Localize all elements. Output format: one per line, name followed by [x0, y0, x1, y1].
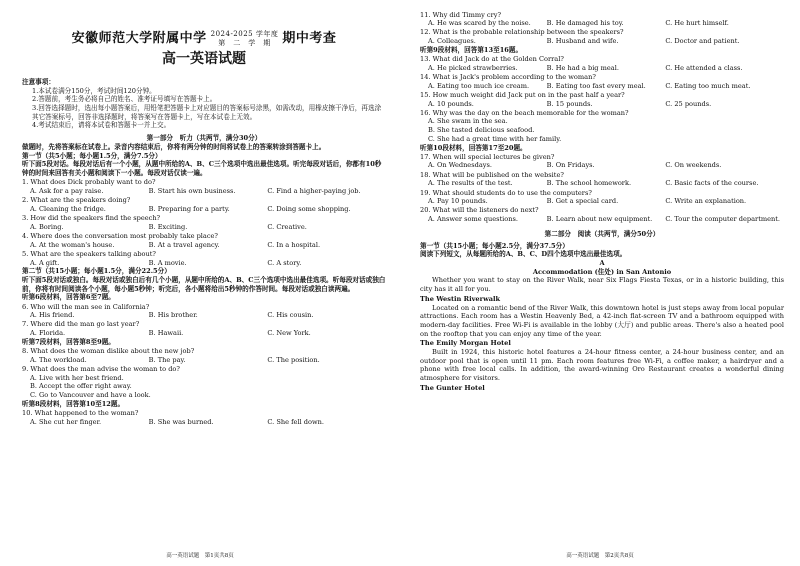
question-text: 7. Where did the man go last year?: [22, 320, 140, 329]
exam-name: 期中考查: [282, 31, 337, 47]
option: A. 10 pounds.: [428, 99, 474, 108]
hotel-name: The Westin Riverwalk: [420, 294, 501, 303]
option: A. A gift.: [30, 258, 60, 267]
page-footer: 高一英语试题 第2页共8页: [566, 552, 634, 559]
option: B. Exciting.: [148, 222, 188, 231]
option: A. His friend.: [30, 311, 75, 320]
question-text: 5. What are the speakers talking about?: [22, 249, 156, 258]
right-page: [400, 0, 800, 566]
question-block: [420, 171, 784, 188]
option: B. On Fridays.: [546, 161, 595, 170]
option: A. Pay 10 pounds.: [428, 197, 488, 206]
question-text: 2. What are the speakers doing?: [22, 196, 131, 205]
question-text: 11. Why did Timmy cry?: [420, 10, 502, 19]
question-block: [420, 73, 784, 90]
option: A. The workload.: [30, 355, 87, 364]
exam-title: [22, 30, 386, 68]
option: A. He was scared by the noise.: [428, 19, 531, 28]
part1-intro: 做题时，先将答案标在试卷上。录音内容结束后，你将有两分钟的时间将试卷上的答案转涂到答题卡上。: [22, 142, 326, 151]
hotel-description: Built in 1924, this historic hotel features a 24-hour fitness center, a 24-hour business center, and an outdoor pool that is open until 11 pm. Each room features free Wi-Fi, a coffee maker, a hairdryer and a phone with free local calls. In addition, the award-winning Oro Restaurant creates a wonderful dining atmosphere for visitors.: [420, 348, 784, 383]
question-block: [420, 91, 784, 108]
material-heading: 听第6段材料，回答第6至7题。: [22, 293, 115, 302]
part2-section1-intro: 阅读下列短文，从每题所给的A、B、C、D四个选项中选出最佳选项。: [420, 250, 627, 259]
option: C. In a hospital.: [267, 240, 321, 249]
section2-heading: 第二节（共15小题；每小题1.5分，满分22.5分）: [22, 267, 171, 276]
hotel-description: Located on a romantic bend of the River Walk, this downtown hotel is just steps away from local popular attractions. Each room has a Westin Heavenly Bed, a 42-inch flat-screen TV and a bathroom equipped with modern-day facilities. Free Wi-Fi is available in the lobby (大厅) and public areas. There's also a heated pool on the rooftop that you can enjoy any time of the year.: [420, 303, 784, 338]
question-block: [22, 178, 386, 195]
option: C. The position.: [267, 355, 320, 364]
option: B. She tasted delicious seafood.: [428, 126, 535, 135]
part2-section1-heading: 第一节（共15小题；每小题2.5分，满分37.5分）: [420, 241, 569, 250]
option: B. The pay.: [148, 355, 186, 364]
material-heading: 听第8段材料，回答第10至12题。: [22, 399, 125, 408]
question-text: 20. What will the listeners do next?: [420, 206, 539, 215]
question-text: 18. What will be published on the website?: [420, 170, 564, 179]
option: B. Start his own business.: [148, 186, 236, 195]
option: A. Florida.: [30, 329, 66, 338]
option: A. Ask for a pay raise.: [30, 186, 104, 195]
option: C. Eating too much meat.: [665, 81, 751, 90]
material-heading: 听第7段材料，回答第8至9题。: [22, 337, 115, 346]
part2-title: 第二部分 阅读（共两节，满分50分）: [544, 229, 660, 238]
passage-title: Accommodation (住处) in San Antonio: [532, 267, 672, 276]
option: B. Learn about new equipment.: [546, 215, 653, 224]
option: A. Live with her best friend.: [30, 373, 124, 382]
question-block: [22, 250, 386, 267]
question-text: 8. What does the woman dislike about the new job?: [22, 347, 195, 356]
option: B. He had a big meal.: [546, 63, 619, 72]
option: C. Write an explanation.: [665, 197, 747, 206]
question-block: [22, 196, 386, 213]
option: B. Hawaii.: [148, 329, 184, 338]
question-block: [420, 189, 784, 206]
option: C. Find a higher-paying job.: [267, 186, 361, 195]
option: C. 25 pounds.: [665, 99, 712, 108]
option: A. He picked strawberries.: [428, 63, 518, 72]
question-block: [22, 365, 386, 400]
option: A. Answer some questions.: [428, 215, 518, 224]
question-block: [420, 109, 784, 144]
question-block: [420, 206, 784, 223]
option: A. Colleagues.: [428, 37, 476, 46]
question-block: [22, 303, 386, 320]
page-footer: 高一英语试题 第1页共8页: [166, 552, 234, 559]
option: B. She was burned.: [148, 417, 214, 426]
question-text: 9. What does the man advise the woman to do?: [22, 364, 180, 373]
option: C. He attended a class.: [665, 63, 743, 72]
material-heading: 听第10段材料，回答第17至20题。: [420, 143, 527, 152]
note-item: 4.考试结束后，请将本试卷和答题卡一并上交。: [32, 121, 171, 130]
question-block: [22, 232, 386, 249]
question-text: 3. How did the speakers find the speech?: [22, 214, 161, 223]
question-text: 6. Who will the man see in California?: [22, 302, 150, 311]
passage-intro: Whether you want to stay on the River Walk, near Six Flags Fiesta Texas, or in a historic building, this city has it all for you.: [420, 276, 784, 294]
question-block: [22, 409, 386, 426]
option: A. Eating too much ice cream.: [428, 81, 530, 90]
option: B. The school homework.: [546, 179, 632, 188]
option: C. Tour the computer department.: [665, 215, 780, 224]
question-text: 1. What does Dick probably want to do?: [22, 178, 156, 187]
question-text: 12. What is the probable relationship between the speakers?: [420, 28, 624, 37]
option: C. Creative.: [267, 222, 307, 231]
question-block: [420, 153, 784, 170]
question-text: 15. How much weight did Jack put on in the past half a year?: [420, 90, 625, 99]
school-year-block: [211, 30, 279, 48]
option: A. At the woman's house.: [30, 240, 115, 249]
option: C. His cousin.: [267, 311, 314, 320]
option: A. Boring.: [30, 222, 64, 231]
exam-subject: 高一英语试题: [162, 50, 246, 67]
question-text: 17. When will special lectures be given?: [420, 152, 555, 161]
question-text: 10. What happened to the woman?: [22, 408, 139, 417]
note-item: 1.本试卷满分150分，考试时间120分钟。: [32, 86, 156, 95]
option: C. New York.: [267, 329, 311, 338]
question-text: 13. What did Jack do at the Golden Corral?: [420, 55, 564, 64]
hotel-name: The Emily Morgan Hotel: [420, 339, 511, 348]
question-block: [22, 320, 386, 337]
section1-heading: 第一节（共5小题；每小题1.5分，满分7.5分）: [22, 151, 162, 160]
option: B. His brother.: [148, 311, 198, 320]
passage-letter: A: [599, 258, 605, 267]
option: A. On Wednesdays.: [428, 161, 492, 170]
option: C. A story.: [267, 258, 302, 267]
option: A. She swam in the sea.: [428, 117, 508, 126]
school-year: 2024-2025 学年度: [210, 30, 279, 38]
option: C. Basic facts of the course.: [665, 179, 759, 188]
question-block: [420, 55, 784, 72]
option: B. Husband and wife.: [546, 37, 619, 46]
material-heading: 听第9段材料，回答第13至16题。: [420, 45, 523, 54]
question-block: [22, 347, 386, 364]
option: B. Eating too fast every meal.: [546, 81, 646, 90]
option: A. She cut her finger.: [30, 417, 102, 426]
option: A. Cleaning the fridge.: [30, 204, 106, 213]
note-item: 2.答题前，考生务必将自己的姓名、准考证号填写在答题卡上。: [32, 95, 217, 104]
question-text: 4. Where does the conversation most probably take place?: [22, 231, 218, 240]
question-block: [420, 11, 784, 28]
option: B. Get a special card.: [546, 197, 619, 206]
option: B. 15 pounds.: [546, 99, 593, 108]
term: 第 二 学 期: [218, 38, 271, 47]
question-block: [22, 214, 386, 231]
notes-heading: 注意事项：: [22, 77, 55, 86]
note-item: 3.回答选择题时，选出每小题答案后，用铅笔把答题卡上对应题目的答案标号涂黑，如需改动，用橡皮擦干净后，再选涂其它答案标号，回答非选择题时，将答案写在答题卡上，写在本试卷上无效。: [32, 104, 382, 121]
part1-title: 第一部分 听力（共两节，满分30分）: [146, 134, 262, 143]
option: B. Preparing for a party.: [148, 204, 230, 213]
section2-intro: 听下面5段对话或独白。每段对话或独白后有几个小题，从题中所给的A、B、C三个选项中选出最佳选项。听每段对话或独白前，你将有时间阅读各个小题，每小题5秒钟；听完后，各小题将给出5秒钟的作答时间。每段对话或独白读两遍。: [22, 275, 386, 293]
option: B. A movie.: [148, 258, 187, 267]
option: C. She fell down.: [267, 417, 324, 426]
option: C. Doctor and patient.: [665, 37, 740, 46]
option: C. Doing some shopping.: [267, 204, 351, 213]
option: C. On weekends.: [665, 161, 722, 170]
question-text: 16. Why was the day on the beach memorable for the woman?: [420, 108, 629, 117]
option: C. Go to Vancouver and have a look.: [30, 391, 151, 400]
school-name: 安徽师范大学附属中学: [71, 31, 207, 47]
option: B. At a travel agency.: [148, 240, 220, 249]
question-text: 19. What should students do to use the computers?: [420, 188, 592, 197]
question-block: [420, 28, 784, 45]
option: A. The results of the test.: [428, 179, 513, 188]
option: C. She had a great time with her family.: [428, 134, 562, 143]
option: B. Accept the offer right away.: [30, 382, 132, 391]
option: B. He damaged his toy.: [546, 19, 624, 28]
section1-intro: 听下面5段对话。每段对话后有一个小题，从题中所给的A、B、C三个选项中选出最佳选项。听完每段对话后，你都有10秒钟的时间来回答有关小题和阅读下一小题。每段对话仅读一遍。: [22, 160, 382, 177]
hotel-name: The Gunter Hotel: [420, 383, 485, 392]
option: C. He hurt himself.: [665, 19, 729, 28]
question-text: 14. What is Jack's problem according to the woman?: [420, 72, 596, 81]
